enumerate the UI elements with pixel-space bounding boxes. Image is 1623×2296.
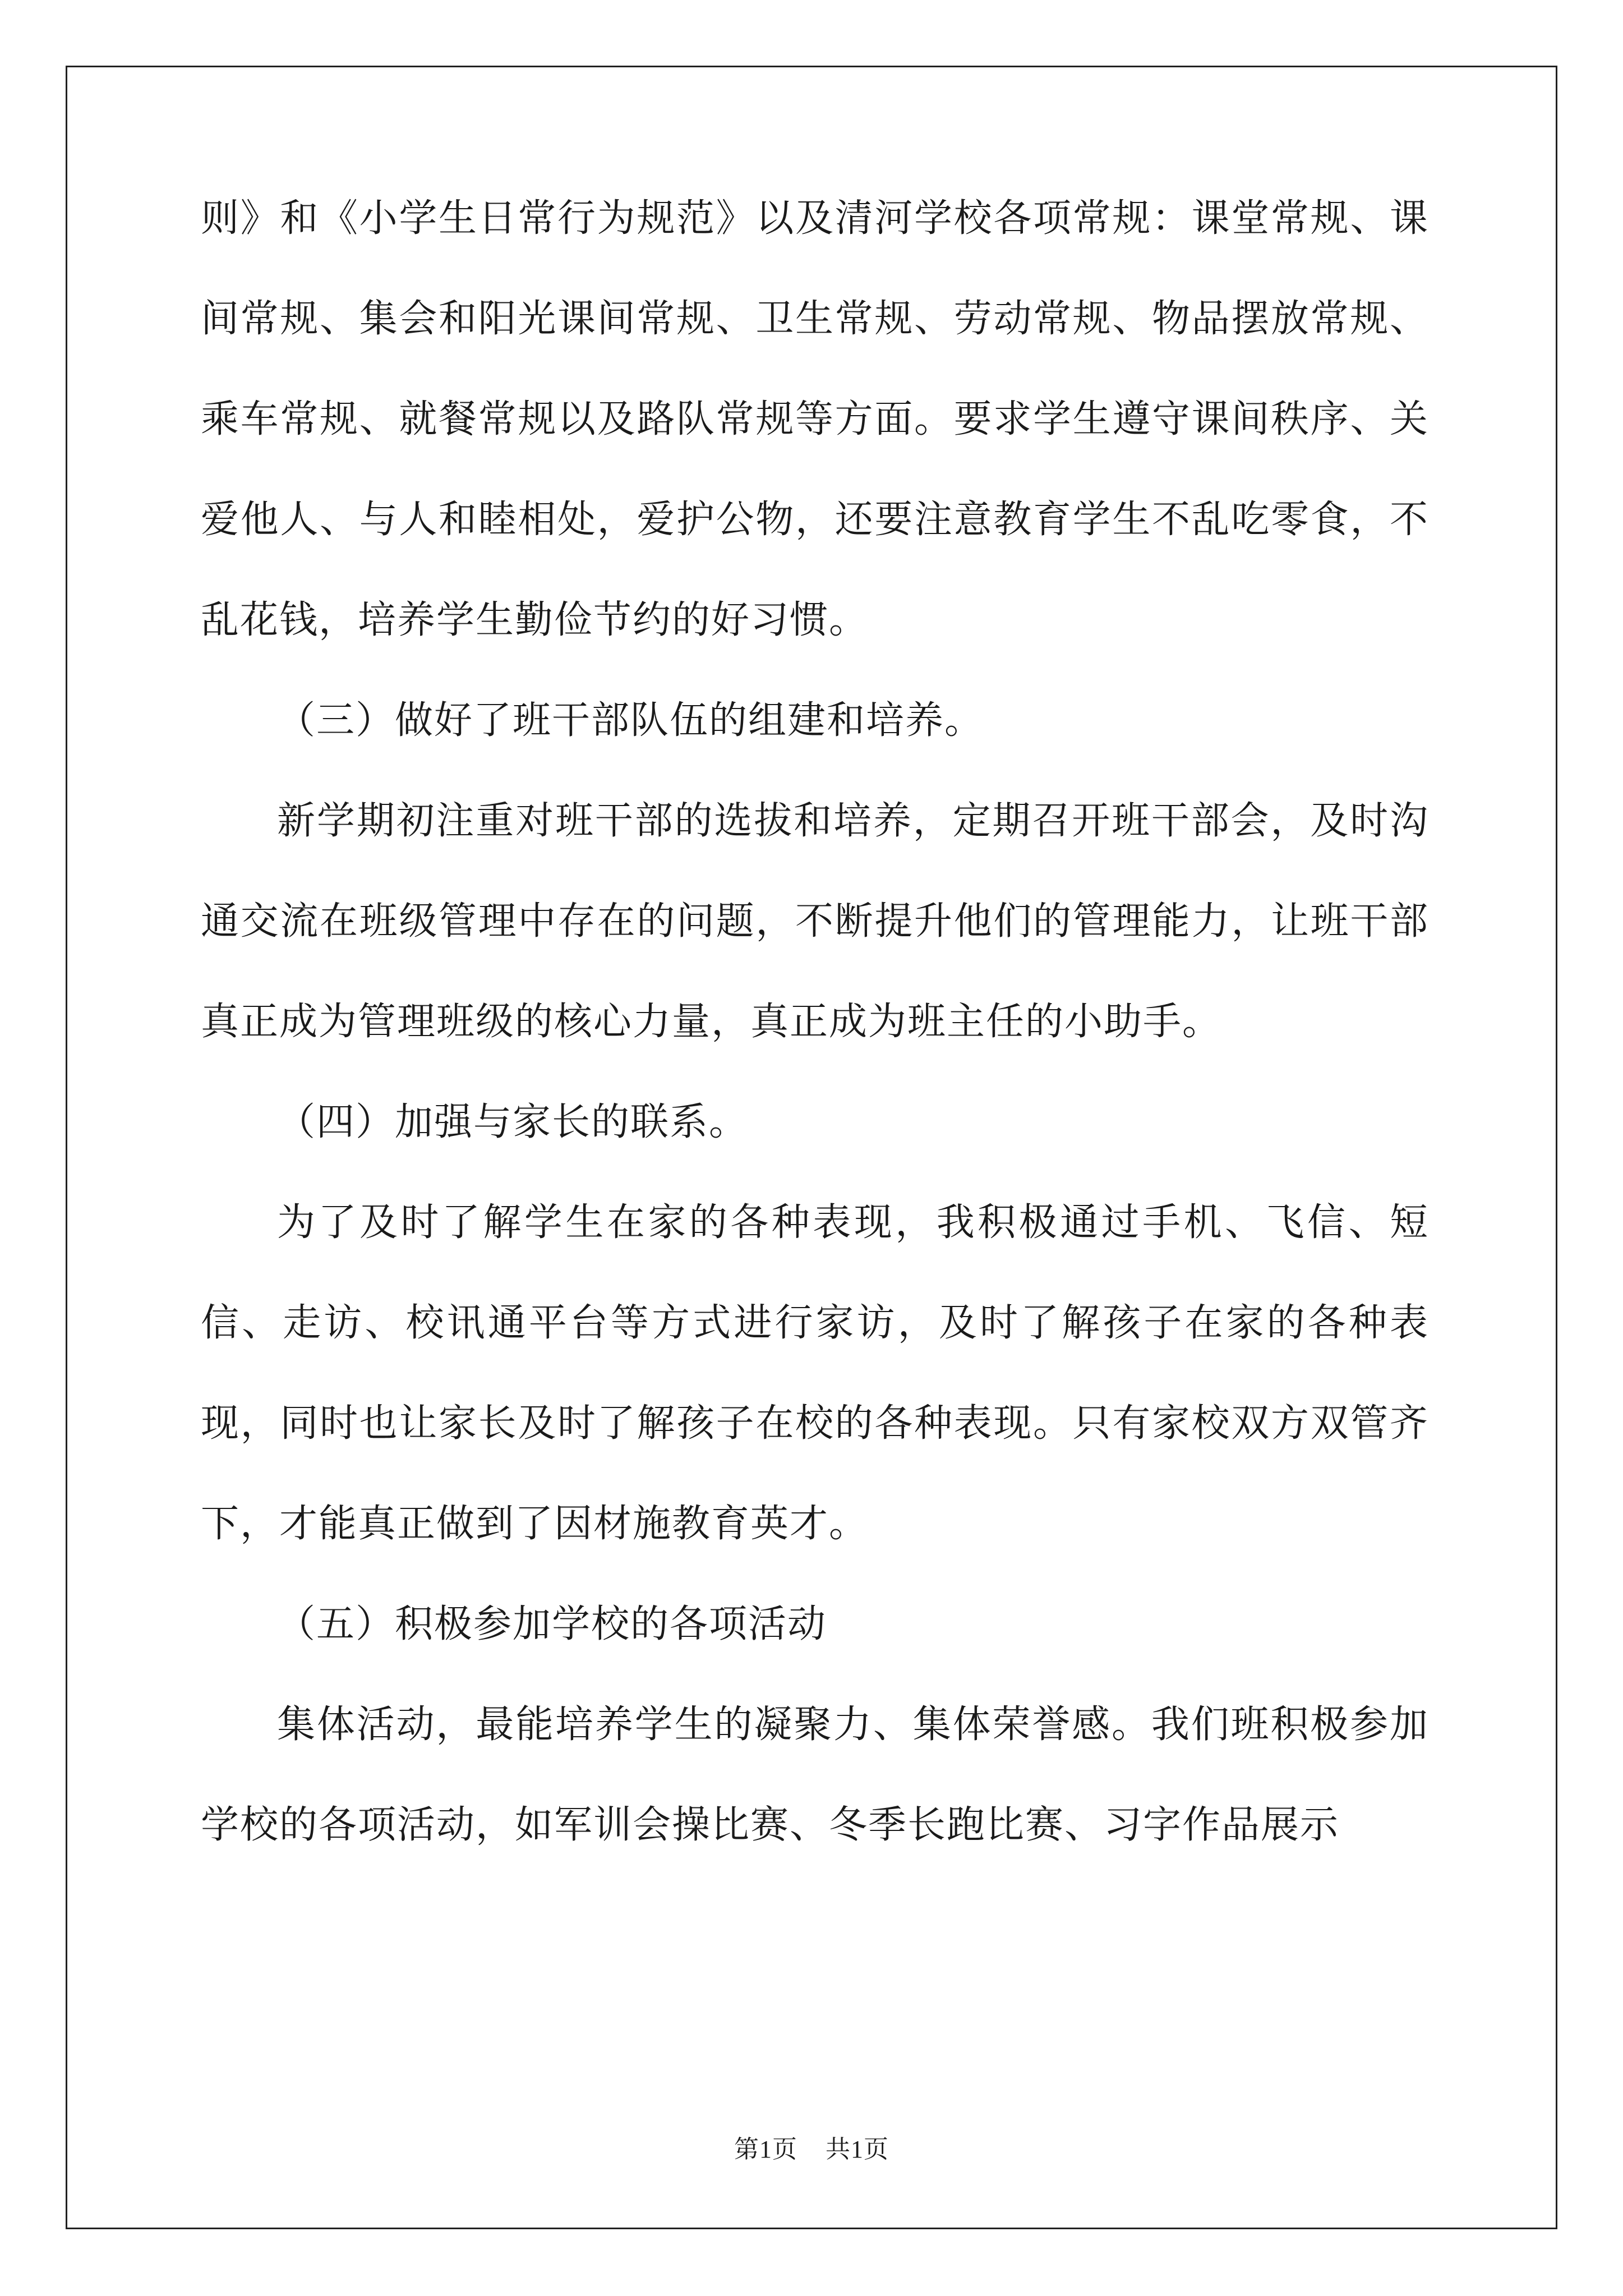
heading-parent-contact: （四）加强与家长的联系。: [277, 1100, 749, 1144]
paragraph-parent-contact: 为了及时了解学生在家的各种表现，我积极通过手机、飞信、短信、走访、校讯通平台等方式进行家访，及时了解孩子在家的各种表现，同时也让家长及时了解孩子在校的各种表现。只有家校双方双管齐下，才能真正做到了因材施教育英才。: [201, 1200, 1429, 1546]
page-footer: [0, 2129, 1623, 2165]
paragraph-class-cadres: 新学期初注重对班干部的选拔和培养，定期召开班干部会，及时沟通交流在班级管理中存在的问题，不断提升他们的管理能力，让班干部真正成为管理班级的核心力量，真正成为班主任的小助手。: [201, 799, 1429, 1044]
document-body: [201, 168, 1429, 1875]
heading-school-activities: （五）积极参加学校的各项活动: [277, 1602, 827, 1646]
page-number: 第1页: [734, 2136, 797, 2163]
paragraph-regulations: 则》和《小学生日常行为规范》以及清河学校各项常规：课堂常规、课间常规、集会和阳光课间常规、卫生常规、劳动常规、物品摆放常规、乘车常规、就餐常规以及路队常规等方面。要求学生遵守课间秩序、关爱他人、与人和睦相处，爱护公物，还要注意教育学生不乱吃零食，不乱花钱，培养学生勤俭节约的好习惯。: [201, 196, 1429, 642]
heading-class-cadres: （三）做好了班干部队伍的组建和培养。: [277, 698, 984, 743]
paragraph-school-activities: 集体活动，最能培养学生的凝聚力、集体荣誉感。我们班积极参加学校的各项活动，如军训会操比赛、冬季长跑比赛、习字作品展示: [201, 1703, 1429, 1847]
page-total: 共1页: [826, 2136, 889, 2163]
